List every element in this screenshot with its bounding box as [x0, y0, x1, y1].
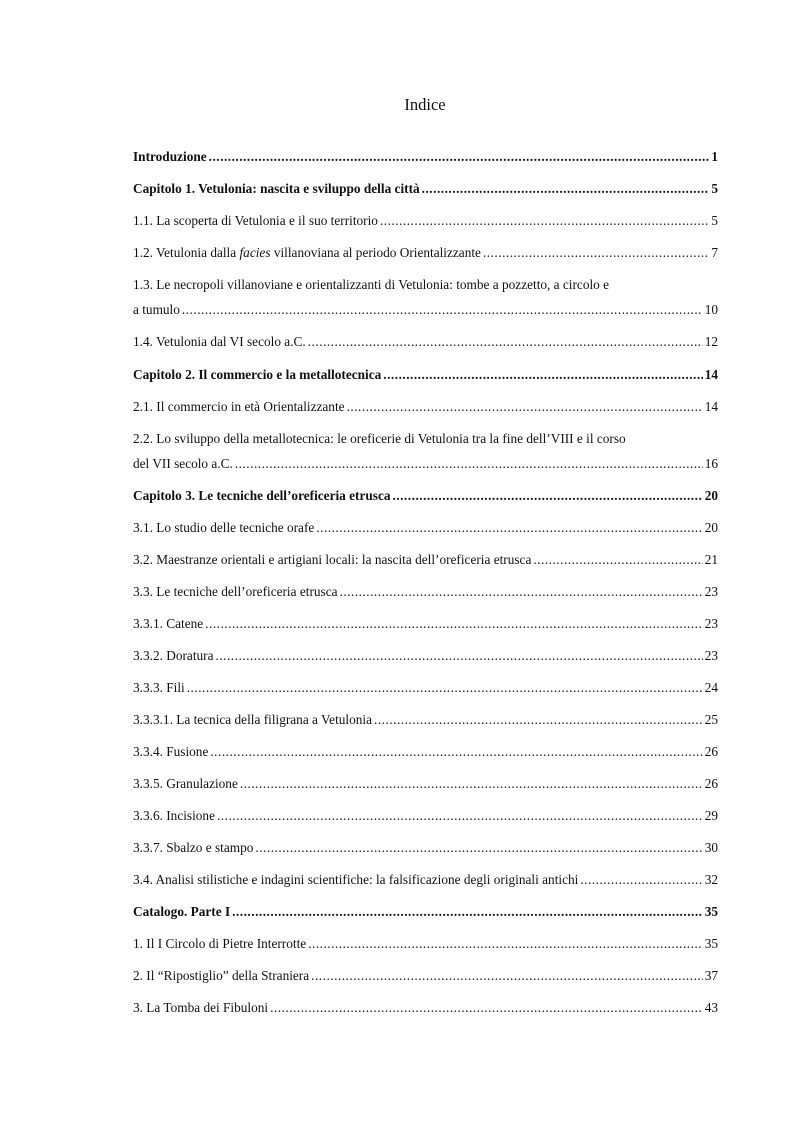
toc-entry-1-3[interactable]: [133, 276, 718, 319]
dot-leader: [187, 679, 703, 697]
dot-leader: [383, 366, 702, 384]
toc-entry-3-3[interactable]: [133, 583, 718, 601]
toc-entry-title-line1: 1.3. Le necropoli villanoviane e orientalizzanti di Vetulonia: tombe a pozzetto, a circolo e: [133, 277, 610, 292]
toc-entry-cat-2[interactable]: [133, 967, 718, 985]
toc-entry-title: 2.1. Il commercio in età Orientalizzante: [133, 399, 345, 414]
toc-entry-capitolo-2[interactable]: [133, 366, 718, 384]
toc-entry-title: Capitolo 1. Vetulonia: nascita e sviluppo della città: [133, 181, 420, 196]
toc-entry-title: Catalogo. Parte I: [133, 904, 231, 919]
toc-entry-catalogo-parte-1[interactable]: [133, 903, 718, 921]
dot-leader: [316, 519, 702, 537]
dot-leader: [340, 583, 703, 601]
toc-entry-title: del VII secolo a.C.: [133, 456, 233, 471]
toc-entry-title: Introduzione: [133, 149, 207, 164]
toc-page-number: 16: [704, 456, 718, 471]
toc-entry-title: 3.3.2. Doratura: [133, 648, 214, 663]
toc-entry-title: a tumulo: [133, 302, 180, 317]
dot-leader: [393, 487, 703, 505]
toc-entry-3-3-4[interactable]: [133, 743, 718, 761]
toc-page-number: 35: [704, 904, 718, 919]
toc-entry-3-3-7[interactable]: [133, 839, 718, 857]
toc-entry-1-4[interactable]: [133, 333, 718, 351]
toc-entry-title: 3.1. Lo studio delle tecniche orafe: [133, 520, 315, 535]
dot-leader: [270, 999, 703, 1017]
dot-leader: [210, 743, 702, 761]
toc-entry-title: 1.4. Vetulonia dal VI secolo a.C.: [133, 334, 306, 349]
toc-entry-title: 1.2. Vetulonia dalla facies villanoviana al periodo Orientalizzante: [133, 245, 481, 260]
dot-leader: [311, 967, 703, 985]
toc-entry-title: 2. Il “Ripostiglio” della Straniera: [133, 968, 310, 983]
dot-leader: [533, 551, 702, 569]
toc-entry-title: 3.3.3.1. La tecnica della filigrana a Vetulonia: [133, 712, 373, 727]
dot-leader: [308, 333, 703, 351]
toc-page-number: 23: [704, 584, 718, 599]
toc-page-number: 37: [704, 968, 718, 983]
toc-entry-cat-3[interactable]: [133, 999, 718, 1017]
toc-entry-3-3-3[interactable]: [133, 679, 718, 697]
toc-page-number: 14: [704, 367, 718, 382]
toc-page-number: 30: [704, 840, 718, 855]
toc-page-number: 23: [704, 648, 718, 663]
toc-entry-title: 3.3. Le tecniche dell’oreficeria etrusca: [133, 584, 338, 599]
dot-leader: [380, 212, 709, 230]
dot-leader: [580, 871, 702, 889]
toc-entry-3-2[interactable]: [133, 551, 718, 569]
toc-page-number: 23: [704, 616, 718, 631]
toc-page-number: 20: [704, 520, 718, 535]
toc-page-number: 43: [704, 1000, 718, 1015]
toc-page-number: 20: [704, 488, 718, 503]
dot-leader: [232, 903, 703, 921]
toc-entry-title: 1. Il I Circolo di Pietre Interrotte: [133, 936, 307, 951]
toc-entry-2-1[interactable]: [133, 398, 718, 416]
toc-entry-title: Capitolo 3. Le tecniche dell’oreficeria etrusca: [133, 488, 391, 503]
toc-entry-title: 3.3.1. Catene: [133, 616, 204, 631]
dot-leader: [240, 775, 703, 793]
toc-page-number: 32: [704, 872, 718, 887]
toc-entry-3-3-5[interactable]: [133, 775, 718, 793]
dot-leader: [216, 647, 703, 665]
dot-leader: [347, 398, 703, 416]
toc-entry-title-line1: 2.2. Lo sviluppo della metallotecnica: le oreficerie di Vetulonia tra la fine dell’VIII e il corso: [133, 431, 626, 446]
toc-entry-capitolo-1[interactable]: [133, 180, 718, 198]
toc-page-number: 7: [711, 245, 718, 260]
dot-leader: [308, 935, 703, 953]
toc-page-number: 35: [704, 936, 718, 951]
toc-entry-3-4[interactable]: [133, 871, 718, 889]
toc-page-number: 24: [704, 680, 718, 695]
toc-entry-3-1[interactable]: [133, 519, 718, 537]
dot-leader: [217, 807, 703, 825]
toc-entry-introduzione[interactable]: [133, 148, 718, 166]
dot-leader: [205, 615, 703, 633]
toc-entry-3-3-1[interactable]: [133, 615, 718, 633]
toc-page-number: 21: [704, 552, 718, 567]
toc-entry-title: 3.4. Analisi stilistiche e indagini scientifiche: la falsificazione degli originali antichi: [133, 872, 579, 887]
toc-entry-title: Capitolo 2. Il commercio e la metallotecnica: [133, 367, 382, 382]
toc-entry-3-3-2[interactable]: [133, 647, 718, 665]
toc-page-number: 26: [704, 776, 718, 791]
toc-page-number: 10: [704, 302, 718, 317]
toc-page-number: 1: [711, 149, 718, 164]
toc-entry-title: 3.2. Maestranze orientali e artigiani locali: la nascita dell’oreficeria etrusca: [133, 552, 532, 567]
dot-leader: [182, 301, 703, 319]
dot-leader: [374, 711, 703, 729]
toc-entry-title: 1.1. La scoperta di Vetulonia e il suo territorio: [133, 213, 378, 228]
toc-entry-1-1[interactable]: [133, 212, 718, 230]
toc-entry-title: 3. La Tomba dei Fibuloni: [133, 1000, 269, 1015]
toc-entry-cat-1[interactable]: [133, 935, 718, 953]
toc-entry-title: 3.3.3. Fili: [133, 680, 185, 695]
toc-entry-3-3-6[interactable]: [133, 807, 718, 825]
page-title: Indice: [404, 95, 446, 114]
toc-page-number: 25: [704, 712, 718, 727]
dot-leader: [235, 455, 703, 473]
toc-entry-title: 3.3.4. Fusione: [133, 744, 209, 759]
toc-entry-2-2[interactable]: [133, 430, 718, 473]
dot-leader: [483, 244, 709, 262]
toc-entry-title: 3.3.5. Granulazione: [133, 776, 238, 791]
toc-entry-3-3-3-1[interactable]: [133, 711, 718, 729]
dot-leader: [255, 839, 702, 857]
toc-entry-1-2[interactable]: [133, 244, 718, 262]
toc-page-number: 14: [704, 399, 718, 414]
toc-page-number: 5: [711, 213, 718, 228]
toc-page-number: 5: [711, 181, 718, 196]
toc-entry-title: 3.3.6. Incisione: [133, 808, 215, 823]
toc-entry-title: 3.3.7. Sbalzo e stampo: [133, 840, 254, 855]
toc-page-number: 12: [704, 334, 718, 349]
toc-page-number: 26: [704, 744, 718, 759]
toc-page-number: 29: [704, 808, 718, 823]
toc-entry-capitolo-3[interactable]: [133, 487, 718, 505]
dot-leader: [209, 148, 710, 166]
dot-leader: [422, 180, 710, 198]
